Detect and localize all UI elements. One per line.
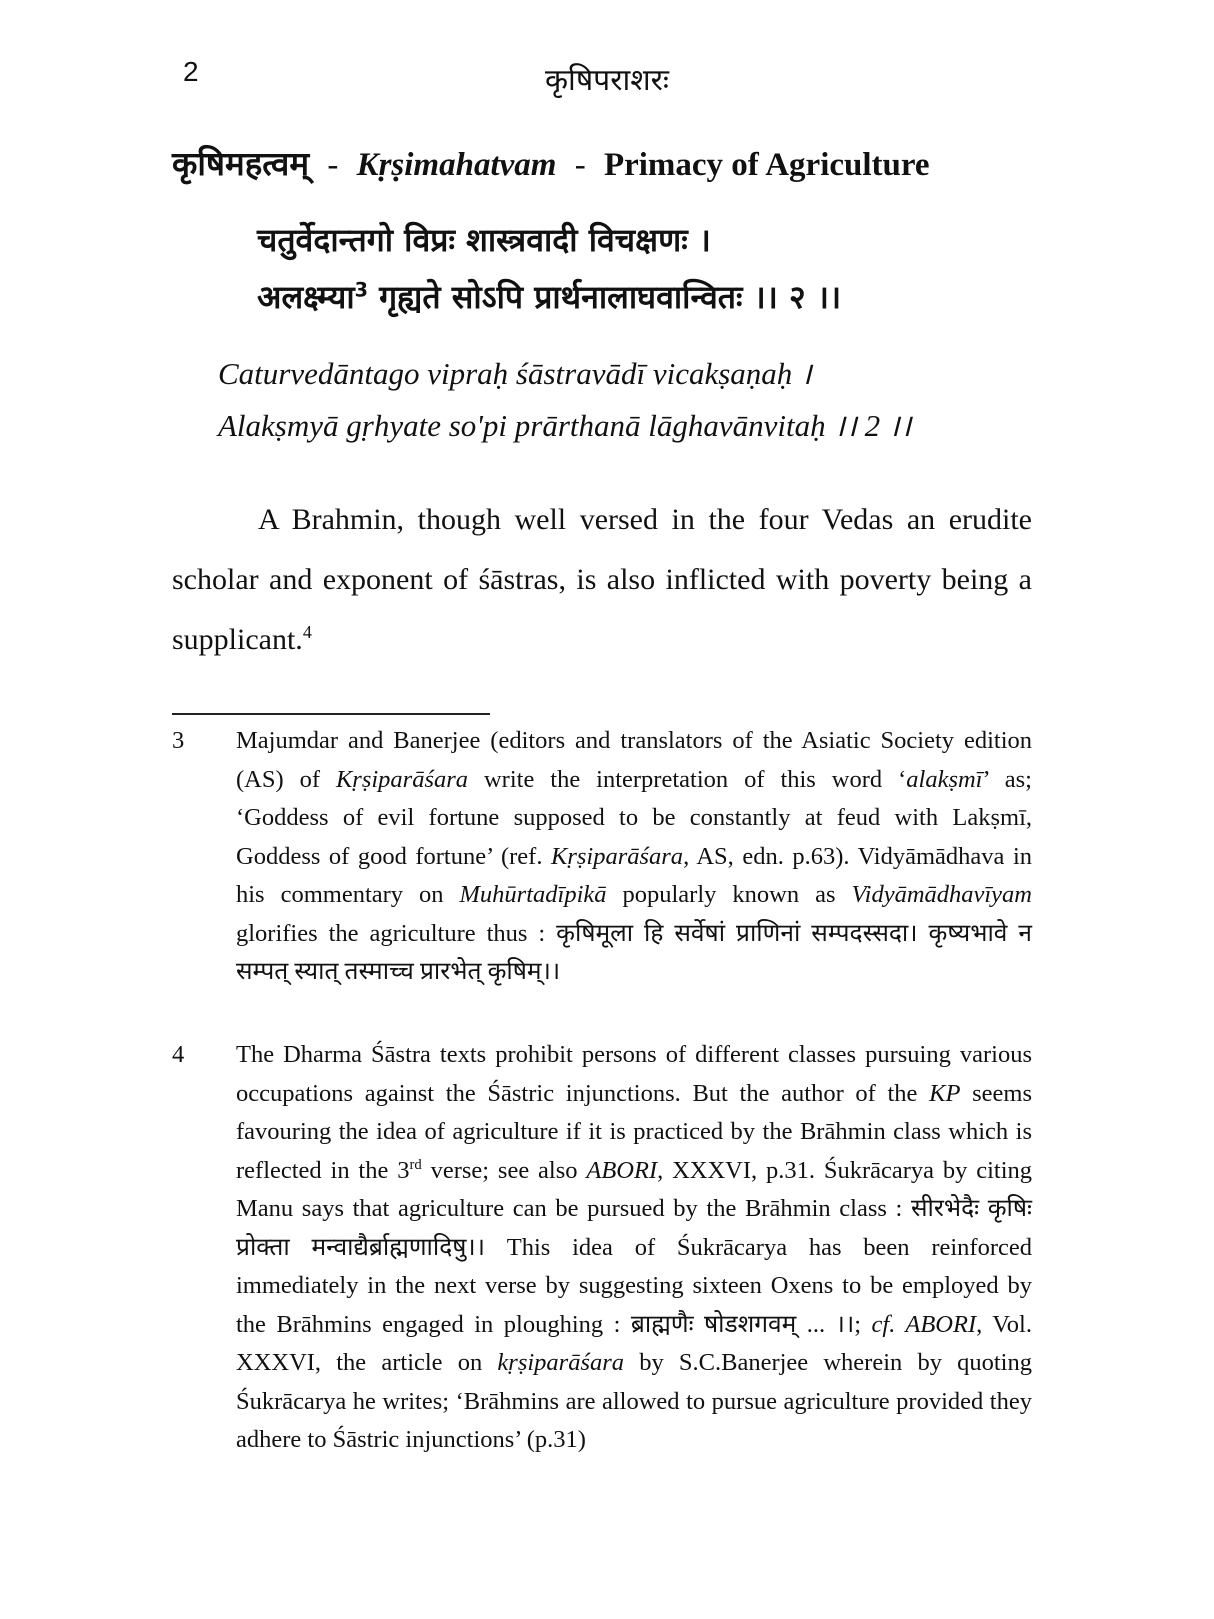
footnote-text: Majumdar and Banerjee (editors and translators of the Asiatic Society edition (AS) of Kṛṣiparāśara write the interpretation of this word ‘alakṣmī’ as; ‘Goddess of evil fortune supposed to be constantly at feud with Lakṣmī, Goddess of good fortune’ (ref. Kṛṣiparāśara, AS, edn. p.63). Vidyāmādhava in his commentary on Muhūrtadīpikā popularly known as Vidyāmādhavīyam glorifies the agriculture thus : कृषिमूला हि सर्वेषां प्राणिनां सम्पदस्सदा। कृष्यभावे न सम्पत् स्यात् तस्माच्च प्रारभेत् कृषिम्।। <box>236 727 1033 985</box>
verse-transliteration-line-1: Caturvedāntago vipraḥ śāstravādī vicakṣaṇaḥ । <box>218 356 812 391</box>
footnote-ref-4: 4 <box>302 622 312 642</box>
footnote-4 <box>172 1036 1032 1460</box>
footnote-number: 3 <box>172 727 185 754</box>
footnote-3 <box>172 722 1032 992</box>
footnote-number: 4 <box>172 1041 185 1068</box>
heading-devanagari: कृषिमहत्वम् <box>172 144 310 183</box>
verse-devanagari-line-1: चतुर्वेदान्तगो विप्रः शास्त्रवादी विचक्षणः । <box>257 221 711 259</box>
footnote-text: The Dharma Śāstra texts prohibit persons of different classes pursuing various occupations against the Śāstric injunctions. But the author of the KP seems favouring the idea of agriculture if it is practiced by the Brāhmin class which is reflected in the 3rd verse; see also ABORI, XXXVI, p.31. Śukrācarya by citing Manu says that agriculture can be pursued by the Brāhmin class : सीरभेदैः कृषिः प्रोक्ता मन्वाद्यैर्ब्राह्मणादिषु।। This idea of Śukrācarya has been reinforced immediately in the next verse by suggesting sixteen Oxens to be employed by the Brāhmins engaged in ploughing : ब्राह्मणैः षोडशगवम् ... ।।; cf. ABORI, Vol. XXXVI, the article on kṛṣiparāśara by S.C.Banerjee wherein by quoting Śukrācarya he writes; ‘Brāhmins are allowed to pursue agriculture provided they adhere to Śāstric injunctions’ (p.31) <box>236 1041 1033 1453</box>
footnote-ref-3: 3 <box>354 278 368 302</box>
verse-devanagari-line-2-start: अलक्ष्म्या <box>257 278 355 316</box>
verse-devanagari-line-2-end: गृह्यते सोऽपि प्रार्थनालाघवान्वितः ।। २ ।। <box>368 278 842 316</box>
heading-separator: - <box>327 147 339 183</box>
footnote-divider <box>172 713 490 715</box>
translation-paragraph <box>172 490 1032 670</box>
running-title: कृषिपराशरः <box>545 63 669 98</box>
heading-transliteration: Kṛṣimahatvam <box>356 147 557 183</box>
verse-transliteration-line-2: Alakṣmyā gṛhyate so'pi prārthanā lāghavānvitaḥ ।। 2 ।। <box>218 408 912 443</box>
page-number: 2 <box>183 56 199 87</box>
verse-devanagari-line-2 <box>257 275 841 318</box>
section-heading <box>172 140 1052 185</box>
translation-text: A Brahmin, though well versed in the four Vedas an erudite scholar and exponent of śāstras, is also inflicted with poverty being a supplicant. <box>172 503 1032 656</box>
heading-english: Primacy of Agriculture <box>603 147 930 183</box>
heading-separator: - <box>574 147 586 183</box>
